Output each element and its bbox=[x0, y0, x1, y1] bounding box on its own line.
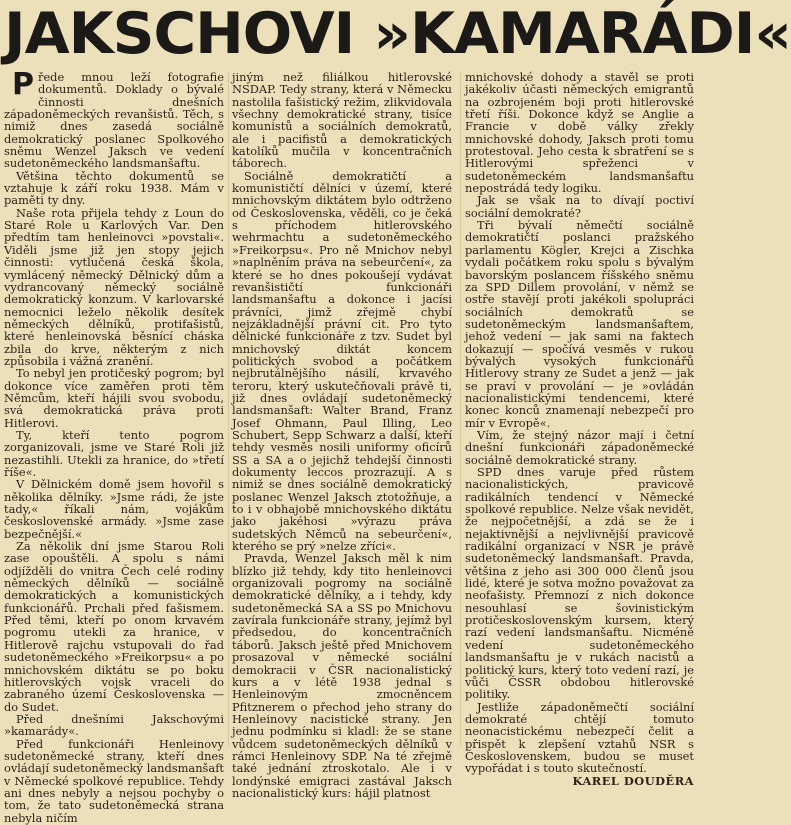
article-column-2 bbox=[232, 71, 452, 799]
headline: JAKSCHOVI »KAMARÁDI« bbox=[4, 1, 791, 67]
paragraph: V Dělnickém domě jsem hovořil s několika dělníky. »Jsme rádi, že jste tady,« říkali nám, vojákům československé armády. »Jsme zase bezpečnější.« bbox=[4, 477, 224, 541]
paragraph: Většina těchto dokumentů se vztahuje k září roku 1938. Mám v paměti ty dny. bbox=[4, 168, 224, 208]
drop-cap: P bbox=[12, 67, 34, 102]
article-column-1 bbox=[4, 67, 224, 825]
column-divider bbox=[228, 72, 229, 747]
paragraph: Vím, že stejný názor mají i četní dnešní funkcionáři západoněmecké sociálně demokratické strany. bbox=[465, 427, 694, 467]
article-column-3 bbox=[465, 71, 694, 787]
paragraph: To nebyl jen protičeský pogrom; byl dokonce více zaměřen proti těm Němcům, kteří hájili svou svobodu, svá demokratická práva proti Hitlerovi. bbox=[4, 366, 224, 430]
column-divider bbox=[460, 72, 461, 747]
paragraph-text: řede mnou leží fotografie dokumentů. Doklady o bývalé činnosti dnešních západoněmeckých revanšistů. Těch, s nimiž dnes zasedá sociálně demokratický poslanec Spolkového sněmu Wenzel Jaksch ve vedení sudetoněmeckého landsmanšaftu. bbox=[4, 70, 224, 171]
paragraph bbox=[465, 699, 694, 788]
paragraph: Ty, kteří tento pogrom zorganizovali, jsme ve Staré Roli již nezastihli. Utekli za hranice, do »třetí říše«. bbox=[4, 427, 224, 479]
paragraph: Za několik dní jsme Starou Roli zase opouštěli. A spolu s námi odjížděli do vnitra Čech celé rodiny německých dělníků — sociálně demokratických a komunistických funkcionářů. Prchali před fašismem. Před těmi, kteří po onom krvavém pogromu utekli za hranice, v Hitlerově rajchu vstupovali do řad sudetoněmeckého »Freikorpsu« a po mnichovském diktátu se po boku hitlerovských vojsk vraceli do zabraného území Československa — do Sudet. bbox=[4, 539, 224, 714]
paragraph: jiným než filiálkou hitlerovské NSDAP. Tedy strany, která v Německu nastolila fašistický režim, zlikvidovala všechny demokratické strany, tisíce komunistů a sociálních demokratů, ale i pacifistů a demokratických katolíků mučila v koncentračních táborech. bbox=[232, 70, 452, 171]
paragraph: SPD dnes varuje před růstem nacionalistických, pravicově radikálních tendencí v Německé spolkové republice. Nelze však nevidět, že nejpočetnější, a zdá se že i nejaktivnější a nejvlivnější pravicově radikální organizací v NSR je právě sudetoněmecký landsmanšaft. Pravda, většina z jeho asi 300 000 členů jsou lidé, které je sotva možno považovat za neofašisty. Přemnozí z nich dokonce nesouhlasí se šovinistickým protičeskoslovenským kursem, který razí vedení landsmanšaftu. Nicméně vedení sudetoněmeckého landsmanšaftu je v rukách nacistů a politický kurs, který toto vedení razí, je vůči ČSSR obdobou hitlerovské politiky. bbox=[465, 465, 694, 702]
paragraph: Před funkcionáři Henleinovy sudetoněmecké strany, kteří dnes ovládají sudetoněmecký landsmanšaft v Německé spolkové republice. Tehdy ani dnes nebyly a nejsou pochyby o tom, že tato sudetoněmecká strana nebyla ničím bbox=[4, 736, 224, 825]
paragraph: Před dnešními Jakschovými »kamarády«. bbox=[4, 711, 224, 739]
paragraph: Pravda, Wenzel Jaksch měl k nim blízko již tehdy, kdy tito henleinovci organizovali pogromy na sociálně demokratické dělníky, a i tehdy, kdy sudetoněmecká SA a SS po Mnichovu zavírala funkcionáře strany, jejímž byl předsedou, do koncentračních táborů. Jaksch ještě před Mnichovem prosazoval v německé sociální demokracii v ČSR nacionalistický kurs a v létě 1938 jednal s Henleinovým zmocněncem Pfitznerem o přechod jeho strany do Henleinovy nacistické strany. Jen jednu podmínku si kladl: že se stane vůdcem sudetoněmeckých dělníků v rámci Henleinovy SDP. Na té zřejmě také jednání ztroskotalo. Ale i v londýnské emigraci zastával Jaksch nacionalistický kurs: hájil platnost bbox=[232, 551, 452, 800]
paragraph: Naše rota přijela tehdy z Loun do Staré Role u Karlových Var. Den předtím tam henleinovci »povstali«. Viděli jsme již jen stopy jejich činnosti: vytlučená česká škola, vymlácený německý Dělnický dům a vydrancovaný německý sociálně demokratický konzum. V karlovarské nemocnici leželo několik desítek německých dělníků, protifašistů, které henleinovská běsnící cháska zbila do krve, některým z nich způsobila i vážná zranění. bbox=[4, 205, 224, 368]
paragraph: Tři bývalí němečtí sociálně demokratičtí poslanci pražského parlamentu Kögler, Krejci a Zischka vydali počátkem roku spolu s bývalým bavorským poslancem říšského sněmu za SPD Dillem provolání, v němž se ostře stavějí proti jakékoli spolupráci sociálních demokratů se sudetoněmeckým landsmanšaftem, jehož vedení — jak sami na faktech dokazují — spočívá vesměs v rukou bývalých vysokých funkcionářů Hitlerovy strany ze Sudet a jenž — jak se praví v provolání — je »ovládán nacionalistickými tendencemi, které konec konců znamenají nebezpečí pro mír v Evropě«. bbox=[465, 218, 694, 430]
paragraph-text: Jestliže západoněmečtí sociální demokraté chtějí tomuto neonacistickému nebezpečí čelit a přispět k zlepšení vztahů NSR s Československem, budou se muset vypořádat i s touto skutečností. bbox=[465, 699, 694, 776]
author-signature: KAREL DOUDĚRA bbox=[572, 773, 694, 788]
paragraph: Sociálně demokratičtí a komunističtí dělníci v území, které mnichovským diktátem bylo odtrženo od Československa, věděli, co je čeká s příchodem hitlerovského wehrmachtu a sudetoněmeckého »Freikorpsu«. Pro ně Mnichov nebyl »naplněním práva na sebeurčení«, za které se ho dnes pokoušejí vydávat revanšističtí funkcionáři landsmanšaftu a dokonce i jacísi právníci, jimž zřejmě chybí nejzákladnější právní cit. Pro tyto dělnické funkcionáře z tzv. Sudet byl mnichovský diktát koncem politických svobod a počátkem nejbrutálnějšího násilí, krvavého teroru, který uskutečňovali právě ti, již dnes ovládají sudetoněmecký landsmanšaft: Walter Brand, Franz Josef Ohmann, Paul Illing, Leo Schubert, Sepp Schwarz a další, kteří tehdy vesměs nosili uniformy oficírů SS a SA a o jejichž tehdejší činnosti dokumenty leccos prozrazují. A s nimiž se dnes sociálně demokratický poslanec Wenzel Jaksch ztotožňuje, a to i v obhajobě mnichovského diktátu jako jakéhosi »výrazu práva sudetských Němců na sebeurčení«, kterého se prý »nelze zříci«. bbox=[232, 168, 452, 554]
paragraph: mnichovské dohody a stavěl se proti jakékoliv účasti německých emigrantů na ozbrojeném boji proti hitlerovské třetí říši. Dokonce když se Anglie a Francie v době války zřekly mnichovské dohody, Jaksch proti tomu protestoval. Jeho cesta k sbratření se s Hitlerovými spřeženci v sudetoněmeckém landsmanšaftu nepostrádá tedy logiku. bbox=[465, 70, 694, 196]
paragraph: Jak se však na to dívají poctiví sociální demokraté? bbox=[465, 193, 694, 220]
paragraph bbox=[4, 67, 224, 171]
